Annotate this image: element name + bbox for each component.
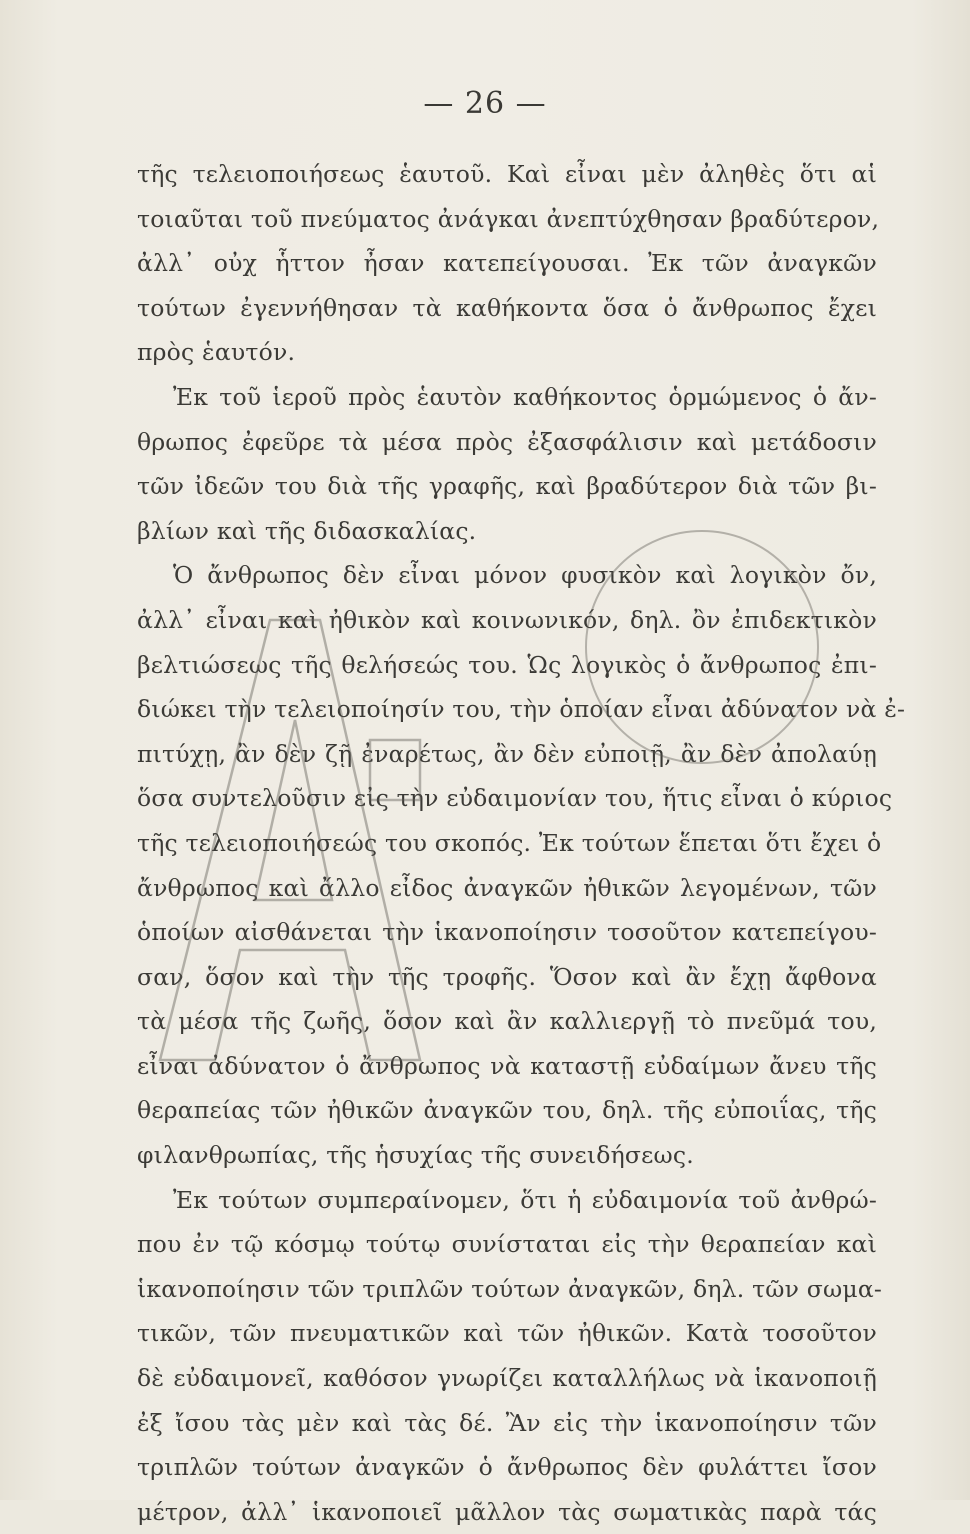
text-line: που ἐν τῷ κόσμῳ τούτῳ συνίσταται εἰς τὴν θεραπείαν καὶ xyxy=(137,1230,877,1259)
text-line: Ὁ ἄνθρωπος δὲν εἶναι μόνον φυσικὸν καὶ λογικὸν ὄν, xyxy=(173,561,877,590)
text-line: θεραπείας τῶν ἠθικῶν ἀναγκῶν του, δηλ. τῆς εὐποιΐας, τῆς xyxy=(137,1096,877,1125)
text-line: εἶναι ἀδύνατον ὁ ἄνθρωπος νὰ καταστῇ εὐδαίμων ἄνευ τῆς xyxy=(137,1051,877,1080)
text-line: ἄνθρωπος καὶ ἄλλο εἶδος ἀναγκῶν ἠθικῶν λεγομένων, τῶν xyxy=(137,873,877,902)
page-number: — 26 — xyxy=(423,86,547,121)
text-line: ἐξ ἴσου τὰς μὲν καὶ τὰς δέ. Ἂν εἰς τὴν ἱκανοποίησιν τῶν xyxy=(137,1408,877,1437)
text-line: μέτρον, ἀλλ᾽ ἱκανοποιεῖ μᾶλλον τὰς σωματικὰς παρὰ τάς xyxy=(137,1497,877,1526)
text-line: βελτιώσεως τῆς θελήσεώς του. Ὡς λογικὸς ὁ ἄνθρωπος ἐπι- xyxy=(137,650,877,679)
body-text xyxy=(137,152,906,1534)
text-line: τοιαῦται τοῦ πνεύματος ἀνάγκαι ἀνεπτύχθησαν βραδύτερον, xyxy=(137,204,880,233)
text-line: τὰ μέσα τῆς ζωῆς, ὅσον καὶ ἂν καλλιεργῇ τὸ πνεῦμά του, xyxy=(137,1007,877,1036)
text-line: τούτων ἐγεννήθησαν τὰ καθήκοντα ὅσα ὁ ἄνθρωπος ἔχει xyxy=(137,293,877,322)
text-line: ὁποίων αἰσθάνεται τὴν ἱκανοποίησιν τοσοῦτον κατεπείγου- xyxy=(137,918,877,947)
text-line: ὅσα συντελοῦσιν εἰς τὴν εὐδαιμονίαν του, ἥτις εἶναι ὁ κύριος xyxy=(137,784,893,813)
text-line: ἱκανοποίησιν τῶν τριπλῶν τούτων ἀναγκῶν, δηλ. τῶν σωμα- xyxy=(137,1274,883,1303)
text-line: τῆς τελειοποιήσεώς του σκοπός. Ἐκ τούτων ἕπεται ὅτι ἔχει ὁ xyxy=(137,828,882,857)
text-line: πρὸς ἑαυτόν. xyxy=(137,338,296,367)
text-line: τικῶν, τῶν πνευματικῶν καὶ τῶν ἠθικῶν. Κατὰ τοσοῦτον xyxy=(137,1319,877,1348)
text-line: διώκει τὴν τελειοποίησίν του, τὴν ὁποίαν εἶναι ἀδύνατον νὰ ἐ- xyxy=(137,695,906,724)
text-line: τριπλῶν τούτων ἀναγκῶν ὁ ἄνθρωπος δὲν φυλάττει ἴσον xyxy=(137,1453,877,1482)
text-line: θρωπος ἐφεῦρε τὰ μέσα πρὸς ἐξασφάλισιν καὶ μετάδοσιν xyxy=(137,427,877,456)
text-line: σαν, ὅσον καὶ τὴν τῆς τροφῆς. Ὅσον καὶ ἂν ἔχῃ ἄφθονα xyxy=(137,962,877,991)
text-line: τῶν ἰδεῶν του διὰ τῆς γραφῆς, καὶ βραδύτερον διὰ τῶν βι- xyxy=(137,472,877,501)
text-line: Ἐκ τούτων συμπεραίνομεν, ὅτι ἡ εὐδαιμονία τοῦ ἀνθρώ- xyxy=(173,1185,877,1214)
text-line: ἀλλ᾽ οὐχ ἧττον ἦσαν κατεπείγουσαι. Ἐκ τῶν ἀναγκῶν xyxy=(137,249,877,278)
text-line: ἀλλ᾽ εἶναι καὶ ἠθικὸν καὶ κοινωνικόν, δηλ. ὂν ἐπιδεκτικὸν xyxy=(137,605,877,634)
text-line: βλίων καὶ τῆς διδασκαλίας. xyxy=(137,516,477,545)
text-line: Ἐκ τοῦ ἱεροῦ πρὸς ἑαυτὸν καθήκοντος ὁρμώμενος ὁ ἄν- xyxy=(173,382,877,411)
text-line: δὲ εὐδαιμονεῖ, καθόσον γνωρίζει καταλλήλως νὰ ἱκανοποιῇ xyxy=(137,1364,877,1393)
text-line: τῆς τελειοποιήσεως ἑαυτοῦ. Καὶ εἶναι μὲν ἀληθὲς ὅτι αἱ xyxy=(137,160,877,188)
text-line: πιτύχῃ, ἂν δὲν ζῇ ἐναρέτως, ἂν δὲν εὐποιῇ, ἂν δὲν ἀπολαύῃ xyxy=(137,739,877,768)
text-line: φιλανθρωπίας, τῆς ἡσυχίας τῆς συνειδήσεως. xyxy=(137,1141,694,1170)
